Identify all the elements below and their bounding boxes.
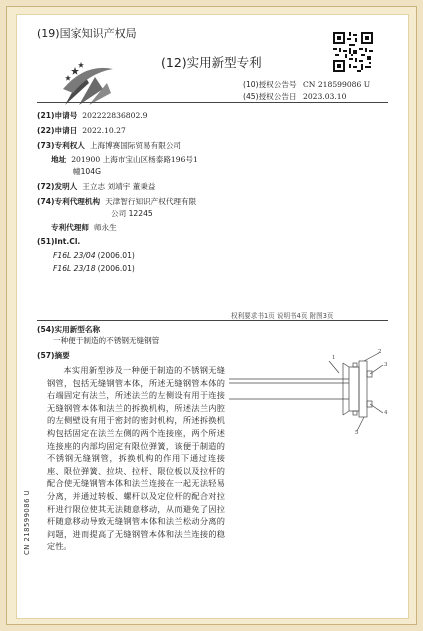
ipc-ver-2: (2006.01): [97, 264, 135, 273]
agency-line-2: 公司 12245: [111, 209, 153, 218]
utility-model-title: 一种便于制造的不锈钢无缝钢管: [53, 336, 160, 345]
app-number-row: [37, 110, 148, 121]
agent-label: 专利代理师: [51, 223, 89, 232]
agent: 师永生: [93, 223, 117, 232]
intcl-row: [37, 237, 80, 246]
pub-date: 2023.03.10: [302, 92, 347, 101]
app-date: 2022.10.27: [82, 126, 126, 135]
address-line-1: 201900 上海市宝山区杨泰路196号1: [71, 155, 198, 164]
office-name: (19)国家知识产权局: [37, 27, 137, 40]
agency-row: [37, 196, 196, 207]
app-date-row: [37, 125, 126, 136]
owner-row: [37, 140, 181, 151]
ipc-ver-1: (2006.01): [97, 251, 135, 260]
page-count-info: 权利要求书1页 说明书4页 附图3页: [231, 312, 334, 320]
pub-date-label: (45)授权公告日: [243, 92, 297, 101]
inventor-row: [37, 181, 155, 192]
app-number: 202222836802.9: [82, 111, 148, 120]
intcl-label: (51)Int.Cl.: [37, 237, 81, 246]
ipc-line-2: [53, 264, 135, 273]
title-label: (54)实用新型名称: [37, 325, 101, 334]
app-date-label: (22)申请日: [37, 126, 78, 135]
ipc-code-2: F16L 23/18: [53, 264, 96, 273]
patent-page: [16, 14, 409, 619]
abstract-text: 本实用新型涉及一种便于制造的不锈钢无缝钢管，包括无缝钢管本体，所述无缝钢管本体的右端固定有法兰，所述法兰的左侧设有用于连接无缝钢管本体和法兰的拆换机构，所述法兰内腔的左侧壁设有用于密封的密封机构，所述拆换机构包括固定在法兰左侧的两个连接座，两个所述连接座的内部均固定有限位弹簧，该便于制造的不锈钢无缝钢管，拆换机构的作用下通过连接座、限位弹簧、拉块、拉杆、限位板以及拉杆的配合使无缝钢管本体和法兰连接在一起无法轻易分离，并通过转板、螺杆以及定位杆的配合对拉杆进行限位使其无法随意移动，从而避免了因拉杆随意移动导致无缝钢管本体和法兰松动分离的问题，进而提高了无缝钢管本体和法兰连接的稳定性。: [47, 365, 225, 552]
drawing-label-2: 2: [378, 349, 382, 355]
agency-line-1: 天津智行知识产权代理有限: [105, 197, 197, 206]
ipc-line-1: [53, 251, 135, 260]
owner-label: (73)专利权人: [37, 141, 85, 150]
pub-number-row: [243, 79, 370, 90]
drawing-label-5: 5: [355, 430, 359, 436]
inventors: 王立志 刘靖宇 董秉益: [82, 182, 156, 191]
pub-number: CN 218599086 U: [302, 80, 371, 89]
address-line-2: 幢104G: [73, 167, 101, 176]
address-label: 地址: [51, 155, 67, 164]
patent-type-title: (12)实用新型专利: [161, 55, 262, 70]
drawing-label-4: 4: [384, 410, 388, 416]
header-divider: [37, 102, 388, 103]
abstract-drawing: [229, 353, 401, 503]
abstract-label: (57)摘要: [37, 351, 70, 360]
address-row: [51, 154, 198, 165]
pub-date-row: [243, 91, 346, 102]
ipc-code-1: F16L 23/04: [53, 251, 96, 260]
drawing-label-3: 3: [384, 362, 388, 368]
side-publication-number: CN 218599086 U: [23, 489, 31, 555]
owner: 上海博赛国际贸易有限公司: [89, 141, 182, 150]
app-number-label: (21)申请号: [37, 111, 78, 120]
qr-code: [333, 32, 373, 72]
pub-number-label: (10)授权公告号: [243, 80, 297, 89]
drawing-label-1: 1: [332, 355, 336, 361]
agency-label: (74)专利代理机构: [37, 197, 101, 206]
agent-row: [51, 222, 117, 233]
biblio-divider: [37, 320, 388, 321]
inventor-label: (72)发明人: [37, 182, 78, 191]
